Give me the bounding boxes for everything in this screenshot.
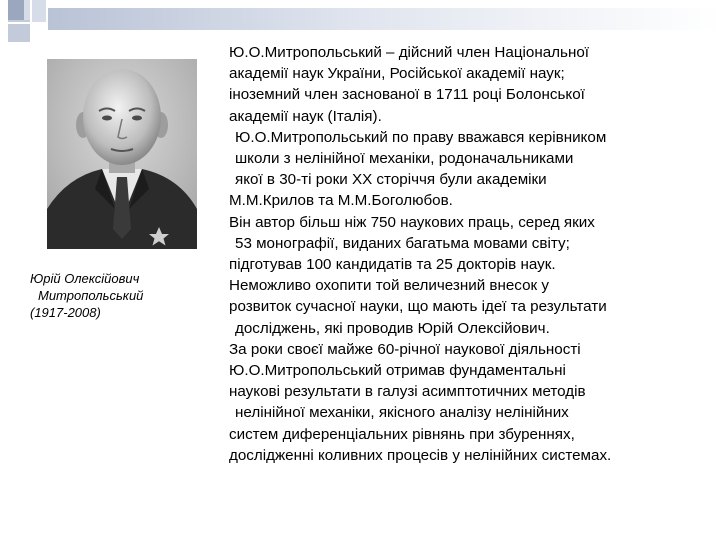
text-line: якої в 30-ті роки ХХ сторіччя були академіки: [235, 171, 547, 189]
caption-name-first: Юрій Олексійович: [30, 271, 140, 286]
text-line: М.М.Крилов та М.М.Боголюбов.: [229, 192, 453, 210]
text-line: Він автор більш ніж 750 наукових праць, серед яких: [229, 213, 595, 231]
text-line: систем диференціальних рівнянь при збуреннях,: [229, 425, 575, 443]
header-gradient-bar: [48, 8, 720, 30]
text-line: досліджень, які проводив Юрій Олексійович.: [235, 319, 550, 337]
biography-text: [229, 42, 709, 466]
text-line: іноземний член заснованої в 1711 році Болонської: [229, 86, 585, 104]
text-line: розвиток сучасної науки, що мають ідеї та результати: [229, 298, 607, 316]
caption-name-last: Митропольський: [38, 288, 144, 303]
text-line: підготував 100 кандидатів та 25 докторів наук.: [229, 256, 556, 274]
text-line: дослідженні коливних процесів у нелінійних системах.: [229, 446, 612, 464]
text-line: академії наук (Італія).: [229, 107, 382, 125]
portrait-caption: [30, 270, 210, 321]
text-line: Ю.О.Митропольський – дійсний член Національної: [229, 44, 590, 61]
text-line: академії наук України, Російської академії наук;: [229, 65, 565, 83]
corner-divider-vertical: [30, 0, 32, 48]
text-line: Ю.О.Митропольський отримав фундаментальні: [229, 362, 566, 380]
text-line: нелінійної механіки, якісного аналізу нелінійних: [235, 404, 569, 422]
text-line: школи з нелінійної механіки, родоначальниками: [235, 150, 574, 168]
corner-square-light: [24, 0, 46, 22]
corner-divider-horizontal: [0, 22, 48, 24]
text-line: 53 монографії, виданих багатьма мовами світу;: [235, 234, 570, 252]
caption-years: (1917-2008): [30, 305, 101, 320]
text-line: наукові результати в галузі асимптотичних методів: [229, 383, 586, 401]
text-line: За роки своєї майже 60-річної наукової діяльності: [229, 340, 581, 358]
portrait-photo: [47, 59, 197, 249]
text-line: Неможливо охопити той величезний внесок у: [229, 277, 549, 295]
text-line: Ю.О.Митропольський по праву вважався керівником: [235, 128, 607, 146]
